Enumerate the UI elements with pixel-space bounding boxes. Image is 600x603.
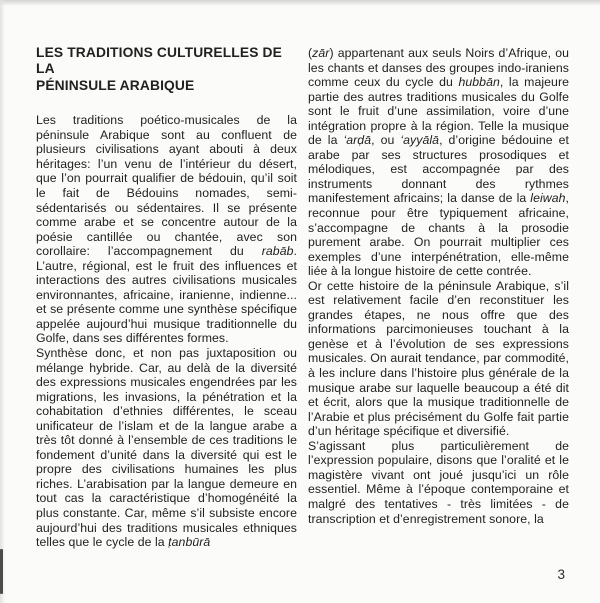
body-paragraph: Or cette histoire de la péninsule Arabique, s’il est relativement facile d’en reconstituer les grandes étapes, ne nous offre que des informations parcimonieuses touchant à la genèse et à l’évolution de ses expressions musicales. On aurait tendance, par commodité, à les inclure dans l’histoire plus générale de la musique arabe sur laquelle beaucoup a été dit et écrit, alors que la musique traditionnelle de l’Arabie et plus précisément du Golfe fait partie d’un héritage spécifique et diversifié. [308,278,569,439]
left-column-body [36,113,297,549]
scan-edge-top [0,0,600,6]
page-title-line2: PÉNINSULE ARABIQUE [36,77,195,93]
body-paragraph: Les traditions poético-musicales de la péninsule Arabique sont au confluent de plusieurs civilisations ayant abouti à deux héritages: l’un venu de l’intérieur du désert, que l’on pourrait qualifier de bédouin, qu’il soit le fait de Bédouins nomades, semi-sédentarisés ou sédentaires. Il se présente comme arabe et se concentre autour de la poésie cantillée ou chantée, avec son corollaire: l’accompagnement du rabāb. L’autre, régional, est le fruit des influences et interactions des autres civilisations musicales environnantes, africaine, iranienne, indienne... et se présente comme une synthèse spécifique appelée aujourd’hui musique traditionnelle du Golfe, dans ses différentes formes. [36,113,297,346]
page-number: 3 [557,567,565,582]
body-paragraph: (zār) appartenant aux seuls Noirs d’Afrique, ou les chants et danses des groupes indo-iraniens comme ceux du cycle du hubbān, la majeure partie des autres traditions musicales du Golfe sont le fruit d’une assimilation, voire d’une intégration propre à la région. Telle la musique de la ‘arḍā, ou ‘ayyālā, d’origine bédouine et arabe par ses structures prosodiques et mélodiques, est accompagnée par des instruments donnant des rythmes manifestement africains; la danse de la leiwah, reconnue pour être typiquement africaine, s’accompagne de chants à la prosodie purement arabe. On pourrait multiplier ces exemples d’une interpénétration, elle-même liée à la longue histoire de cette contrée. [308,46,569,279]
right-column-body [308,46,569,526]
right-column [308,46,569,526]
body-paragraph: S’agissant plus particulièrement de l’expression populaire, disons que l’oralité et le magistère vivant ont joué jusqu’ici un rôle essentiel. Même à l’époque contemporaine et malgré des tentatives - très limitées - de transcription et d’enregistrement sonore, la [308,438,569,526]
left-column [36,45,297,550]
scan-artifact-mark [0,549,3,594]
scan-edge-left [0,0,5,603]
page-title-line1: LES TRADITIONS CULTURELLES DE LA [36,45,282,77]
page-title [36,45,297,94]
body-paragraph: Synthèse donc, et non pas juxtaposition ou mélange hybride. Car, au delà de la diversité des expressions musicales engendrées par les migrations, les invasions, la pénétration et la cohabitation d’ethnies différentes, le sceau unificateur de l’islam et de la langue arabe a très tôt donné à l’ensemble de ces traditions le fondement d’unité dans la diversité qui est le propre des civilisations humaines les plus riches. L’arabisation par la langue demeure en tout cas la caractéristique d’homogénéité la plus constante. Car, même s’il subsiste encore aujourd’hui des traditions musicales ethniques telles que le cycle de la ṭanbūrā [36,345,297,550]
